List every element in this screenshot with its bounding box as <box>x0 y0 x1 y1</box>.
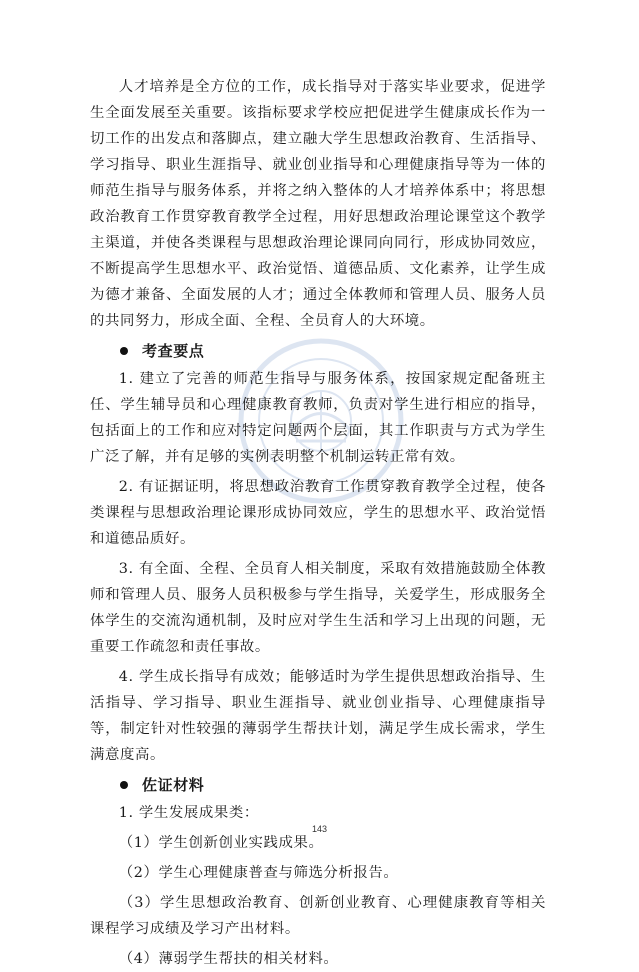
bullet-icon <box>120 781 128 789</box>
page-number: 143 <box>311 824 328 834</box>
section-heading-label: 佐证材料 <box>142 776 205 794</box>
evidence-subheading: 1. 学生发展成果类： <box>118 805 259 821</box>
key-point-item: 3. 有全面、全程、全员育人相关制度，采取有效措施鼓励全体教师和管理人员、服务人员积极参与学生指导，关爱学生，形成服务全体学生的交流沟通机制，及时应对学生生活和学习上出现的问题，无重要工作疏忽和责任事故。 <box>90 561 546 655</box>
document-body <box>90 74 546 972</box>
evidence-item: （3）学生思想政治教育、创新创业教育、心理健康教育等相关课程学习成绩及学习产出材料。 <box>90 895 546 937</box>
key-point-item: 1. 建立了完善的师范生指导与服务体系，按国家规定配备班主任、学生辅导员和心理健康教育教师，负责对学生进行相应的指导，包括面上的工作和应对特定问题两个层面，其工作职责与方式为学生广泛了解，并有足够的实例表明整个机制运转正常有效。 <box>90 371 546 465</box>
key-point-item: 2. 有证据证明，将思想政治教育工作贯穿教育教学全过程，使各类课程与思想政治理论课形成协同效应，学生的思想水平、政治觉悟和道德品质好。 <box>90 479 546 547</box>
evidence-item: （1）学生创新创业实践成果。 <box>118 835 324 851</box>
bullet-icon <box>120 347 128 355</box>
key-point-item: 4. 学生成长指导有成效；能够适时为学生提供思想政治指导、生活指导、学习指导、职业生涯指导、就业创业指导、心理健康指导等，制定针对性较强的薄弱学生帮扶计划，满足学生成长需求，学生满意度高。 <box>90 669 546 763</box>
intro-paragraph: 人才培养是全方位的工作，成长指导对于落实毕业要求，促进学生全面发展至关重要。该指标要求学校应把促进学生健康成长作为一切工作的出发点和落脚点，建立融大学生思想政治教育、生活指导、学习指导、职业生涯指导、就业创业指导和心理健康指导等为一体的师范生指导与服务体系，并将之纳入整体的人才培养体系中；将思想政治教育工作贯穿教育教学全过程，用好思想政治理论课堂这个教学主渠道，并使各类课程与思想政治理论课同向同行，形成协同效应，不断提高学生思想水平、政治觉悟、道德品质、文化素养，让学生成为德才兼备、全面发展的人才；通过全体教师和管理人员、服务人员的共同努力，形成全面、全程、全员育人的大环境。 <box>90 79 546 329</box>
evidence-item: （2）学生心理健康普查与筛选分析报告。 <box>118 865 399 881</box>
section-heading-key-points <box>90 338 546 364</box>
evidence-item: （4）薄弱学生帮扶的相关材料。 <box>118 951 339 967</box>
section-heading-label: 考查要点 <box>142 342 205 360</box>
section-heading-evidence <box>90 772 546 798</box>
